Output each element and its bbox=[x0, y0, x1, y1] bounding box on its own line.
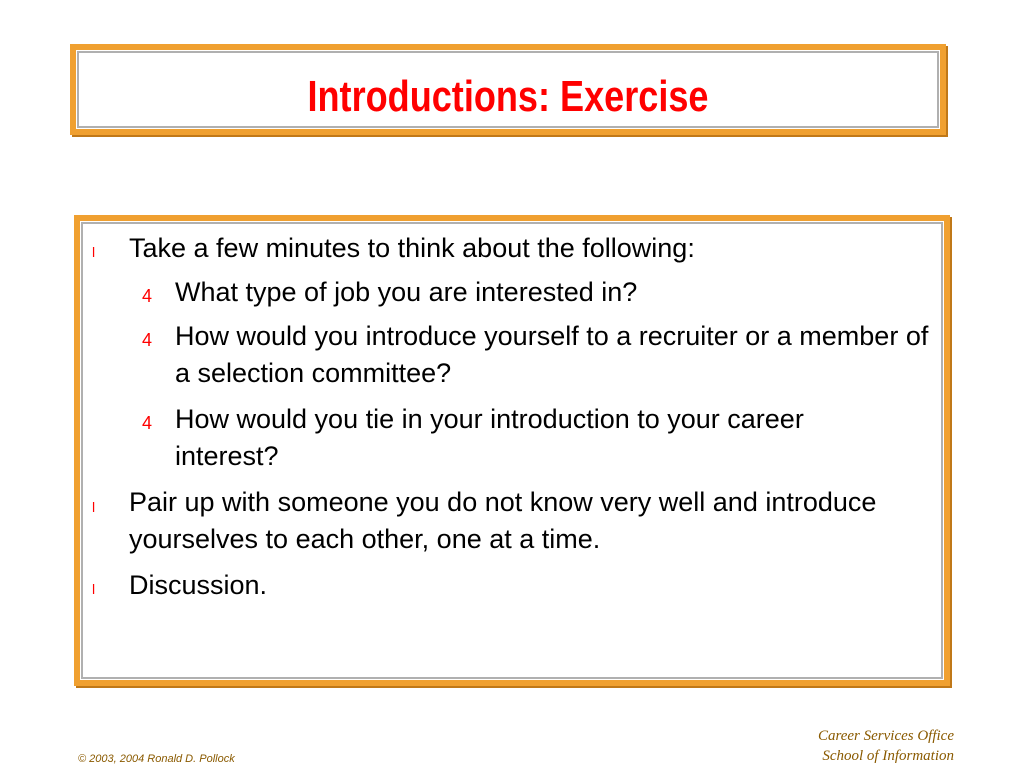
sub-bullet-item bbox=[175, 318, 935, 392]
bullet-text: Pair up with someone you do not know very well and introduce yourselves to each other, one at a time. bbox=[129, 487, 877, 554]
sub-bullet-marker: 4 bbox=[142, 413, 153, 433]
footer-org-line1: Career Services Office bbox=[817, 728, 954, 744]
footer-organization bbox=[818, 726, 954, 766]
sub-bullet-text: What type of job you are interested in? bbox=[175, 277, 638, 307]
footer-copyright: © 2003, 2004 Ronald D. Pollock bbox=[78, 753, 235, 765]
slide-title: Introductions: Exercise bbox=[307, 72, 709, 121]
bullet-text: Discussion. bbox=[129, 570, 268, 600]
sub-bullet-text: How would you tie in your introduction to your career interest? bbox=[175, 404, 804, 471]
bullet-text: Take a few minutes to think about the following: bbox=[129, 233, 695, 263]
bullet-item bbox=[129, 567, 939, 604]
bullet-item bbox=[129, 230, 939, 267]
sub-bullet-text: How would you introduce yourself to a recruiter or a member of a selection committee? bbox=[175, 321, 929, 388]
bullet-marker: l bbox=[92, 244, 96, 260]
title-box bbox=[70, 44, 946, 135]
bullet-item bbox=[129, 484, 939, 558]
sub-bullet-item bbox=[175, 274, 935, 311]
sub-bullet-marker: 4 bbox=[142, 330, 153, 350]
content-box bbox=[74, 215, 950, 686]
sub-bullet-marker: 4 bbox=[142, 286, 153, 306]
sub-bullet-item bbox=[175, 401, 895, 475]
bullet-list bbox=[80, 221, 944, 680]
footer-org-line2: School of Information bbox=[822, 748, 954, 764]
bullet-marker: l bbox=[92, 581, 96, 597]
bullet-marker: l bbox=[92, 499, 96, 515]
